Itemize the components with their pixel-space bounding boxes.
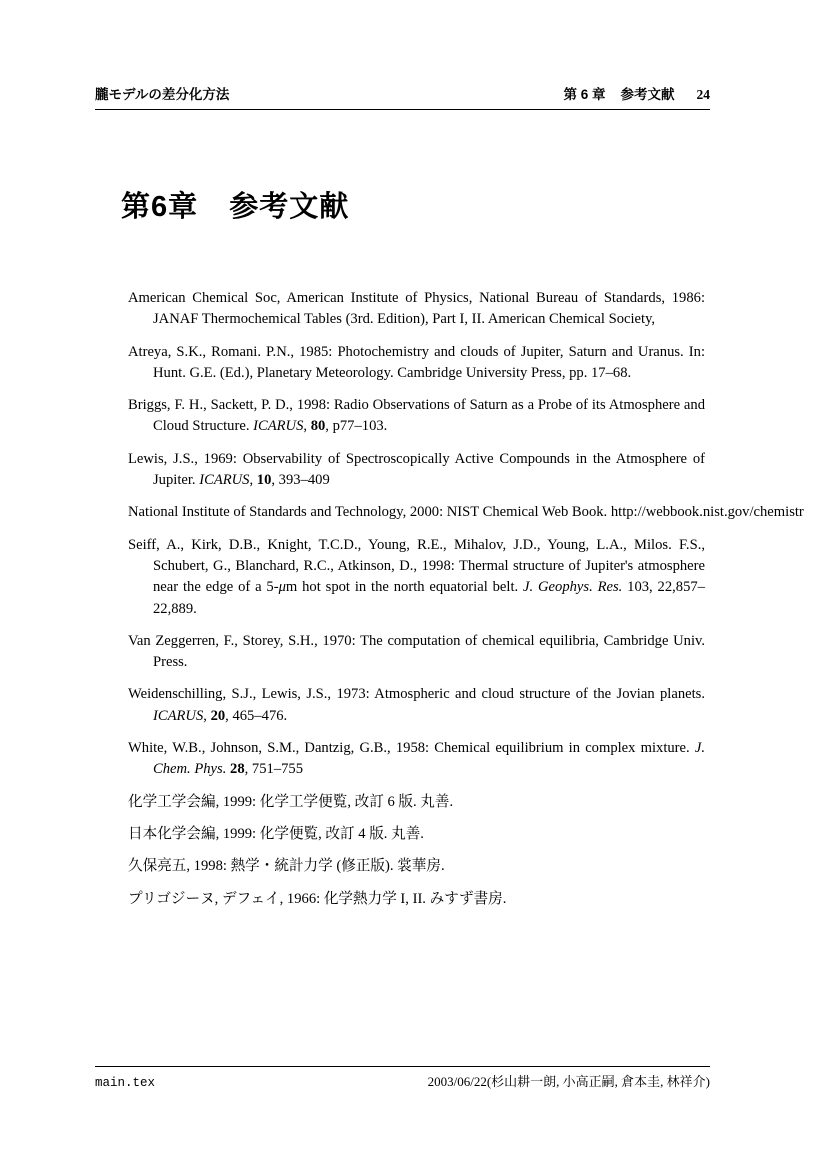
- bib-text-segment: m hot spot in the north equatorial belt.: [285, 579, 524, 596]
- bib-text-segment: μ: [278, 579, 286, 596]
- bib-entry: [128, 684, 705, 727]
- bib-text-segment: J. Geophys. Res.: [523, 579, 623, 596]
- bib-entry: [128, 342, 705, 385]
- header-chapter-label: 第 6 章: [563, 87, 606, 102]
- chapter-number: 第6章: [121, 191, 199, 223]
- chapter-name: 参考文献: [229, 191, 350, 223]
- page-footer: [95, 1071, 710, 1090]
- bib-text-segment: 10: [256, 472, 272, 489]
- bib-entry: [128, 856, 705, 877]
- bib-text-segment: ICARUS: [253, 418, 304, 435]
- bib-entry: [128, 395, 705, 438]
- source-filename: main.tex: [95, 1076, 156, 1090]
- bib-entry: [128, 288, 705, 331]
- bib-text-segment: ,: [249, 472, 257, 489]
- bib-entry: [128, 738, 705, 781]
- bib-entry: [128, 535, 705, 620]
- header-page-number: 24: [696, 87, 710, 102]
- running-title: 朧モデルの差分化方法: [95, 87, 230, 102]
- bib-text-segment: , 393–409: [271, 472, 330, 489]
- page-header: [95, 87, 710, 103]
- bib-text-segment: プリゴジーヌ, デフェイ, 1966: 化学熱力学 I, II. みすず書房.: [128, 890, 507, 907]
- bib-text-segment: J. Chem. Phys.: [153, 740, 705, 778]
- bib-text-segment: ,: [303, 418, 311, 435]
- bib-text-segment: Atreya, S.K., Romani. P.N., 1985: Photochemistry and clouds of Jupiter, Saturn and Uranus. In: Hunt. G.E. (Ed.), Planetary Meteorology. Cambridge University Press, pp. 17–68.: [128, 343, 705, 381]
- footer-rule: [95, 1066, 710, 1067]
- bib-text-segment: , p77–103.: [325, 418, 388, 435]
- header-rule: [95, 109, 710, 110]
- bib-text-segment: American Chemical Soc, American Institute of Physics, National Bureau of Standards, 1986: JANAF Thermochemical Tables (3rd. Edition), Part I, II. American Chemical Society,: [128, 290, 705, 328]
- bib-text-segment: Weidenschilling, S.J., Lewis, J.S., 1973: Atmospheric and cloud structure of the Jovian planets.: [128, 686, 705, 703]
- bib-text-segment: 80: [310, 418, 326, 435]
- bib-text-segment: ICARUS: [199, 472, 250, 489]
- bib-entry: [128, 449, 705, 492]
- bib-text-segment: 103, 22,857–22,889.: [153, 579, 705, 617]
- bib-entry: [128, 502, 804, 523]
- bib-text-segment: 日本化学会編, 1999: 化学便覧, 改訂 4 版. 丸善.: [128, 825, 424, 842]
- bib-text-segment: White, W.B., Johnson, S.M., Dantzig, G.B., 1958: Chemical equilibrium in complex mixture.: [128, 740, 695, 757]
- bib-entry: [128, 824, 705, 845]
- bib-text-segment: Briggs, F. H., Sackett, P. D., 1998: Radio Observations of Saturn as a Probe of its Atmosphere and Cloud Structure.: [128, 397, 705, 435]
- bib-text-segment: 化学工学会編, 1999: 化学工学便覧, 改訂 6 版. 丸善.: [128, 793, 454, 810]
- bib-text-segment: National Institute of Standards and Technology, 2000: NIST Chemical Web Book. http://webbook.nist.gov/chemistr: [128, 504, 804, 521]
- bib-text-segment: 久保亮五, 1998: 熱学・統計力学 (修正版). 裳華房.: [128, 858, 445, 875]
- bib-text-segment: Van Zeggerren, F., Storey, S.H., 1970: The computation of chemical equilibria, Cambridge Univ. Press.: [128, 632, 705, 671]
- bib-entry: [128, 631, 705, 674]
- header-chapter-info: [563, 87, 710, 103]
- bib-entry: [128, 792, 705, 813]
- bib-text-segment: 28: [230, 761, 245, 778]
- bib-text-segment: Seiff, A., Kirk, D.B., Knight, T.C.D., Young, R.E., Mihalov, J.D., Young, L.A., Milos. F.S., Schubert, G., Blanchard, R.C., Atkinson, D., 1998: Thermal structure of Jupiter's atmosphere near the edge of a 5-: [128, 536, 705, 596]
- bib-entry: [128, 889, 705, 910]
- chapter-title: [121, 193, 349, 222]
- footer-date-authors: 2003/06/22(杉山耕一朗, 小高正嗣, 倉本圭, 林祥介): [427, 1074, 710, 1089]
- bibliography-list: [128, 288, 804, 921]
- bib-text-segment: , 751–755: [244, 761, 303, 778]
- bib-text-segment: , 465–476.: [225, 707, 288, 724]
- bib-text-segment: ,: [203, 707, 211, 724]
- bib-text-segment: 20: [210, 707, 226, 724]
- bib-text-segment: Lewis, J.S., 1969: Observability of Spectroscopically Active Compounds in the Atmosphere of Jupiter.: [128, 450, 705, 489]
- header-section-label: 参考文献: [620, 87, 675, 102]
- bib-text-segment: ICARUS: [153, 707, 204, 724]
